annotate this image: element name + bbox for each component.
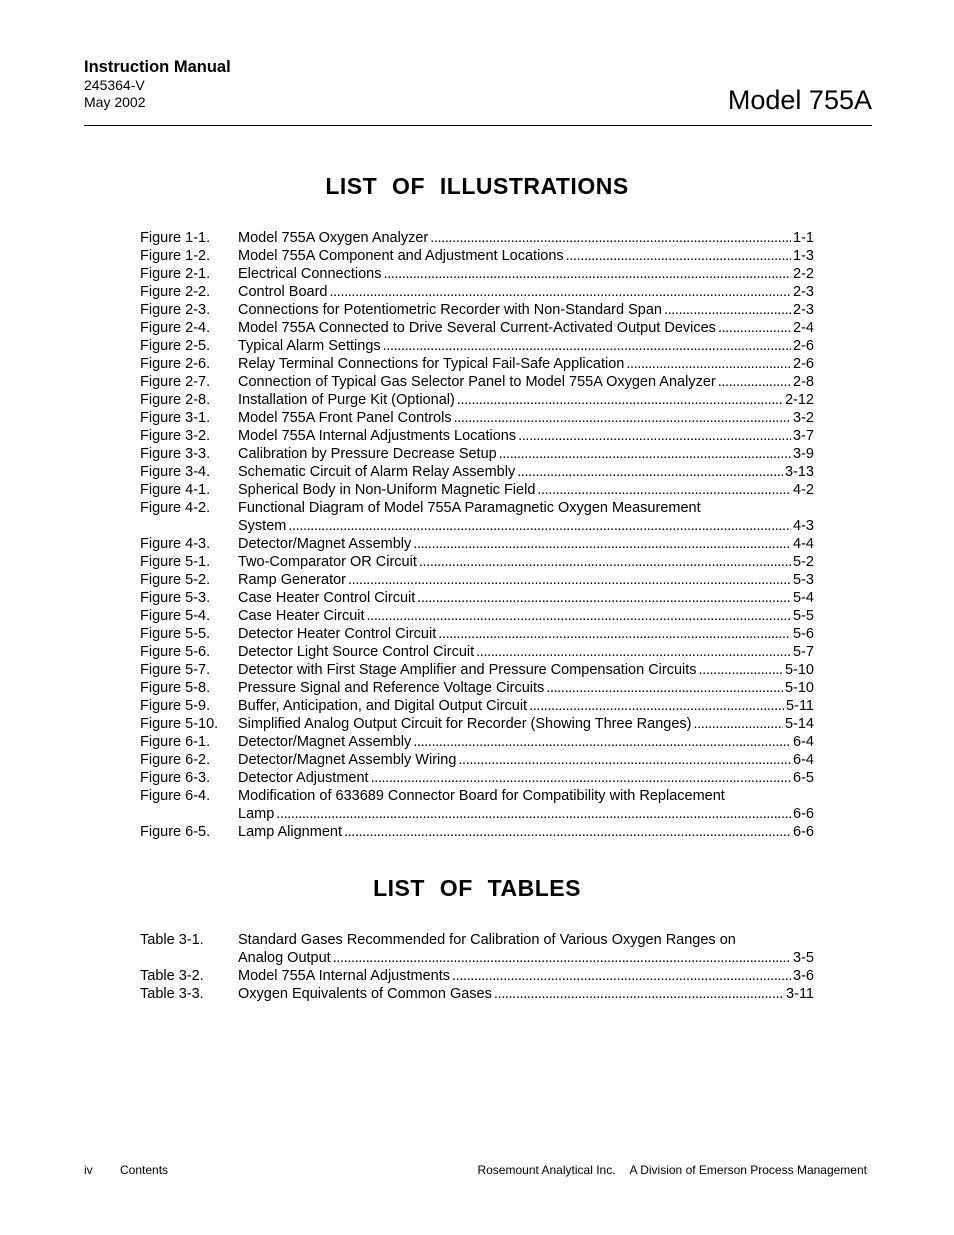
dot-leader <box>626 355 791 373</box>
toc-entry[interactable] <box>140 229 814 247</box>
toc-entry-label: Figure 5-8. <box>140 680 211 696</box>
toc-entry-title: Buffer, Anticipation, and Digital Output Circuit <box>238 698 528 714</box>
toc-entry-page: 5-2 <box>793 554 814 570</box>
dot-leader <box>458 751 791 769</box>
toc-entry-title-line <box>238 481 814 499</box>
toc-entry-title-line <box>238 679 814 697</box>
footer-company-name: Rosemount Analytical Inc. <box>477 1163 616 1177</box>
toc-entry-body <box>238 967 814 985</box>
toc-entry-body <box>238 391 814 409</box>
dot-leader <box>413 535 791 553</box>
toc-entry[interactable] <box>140 337 814 355</box>
tables-heading: LIST OF TABLES <box>373 875 581 901</box>
document-number: 245364-V <box>84 77 145 93</box>
toc-entry-label: Figure 6-4. <box>140 788 211 804</box>
toc-entry-title-line <box>238 607 814 625</box>
toc-entry[interactable] <box>140 427 814 445</box>
toc-entry-label: Figure 5-4. <box>140 608 211 624</box>
toc-entry-title-line <box>238 445 814 463</box>
toc-entry[interactable] <box>140 823 814 841</box>
dot-leader <box>413 733 791 751</box>
toc-entry-page: 2-6 <box>793 338 814 354</box>
toc-entry-title-line <box>238 985 814 1003</box>
toc-entry-page: 6-5 <box>793 770 814 786</box>
dot-leader <box>417 589 791 607</box>
toc-entry[interactable] <box>140 679 814 697</box>
toc-entry-label: Figure 3-3. <box>140 446 211 462</box>
toc-entry-body <box>238 301 814 319</box>
toc-entry-body <box>238 769 814 787</box>
dot-leader <box>699 661 783 679</box>
toc-entry-label: Figure 2-1. <box>140 266 211 282</box>
model-title: Model 755A <box>727 85 872 115</box>
toc-entry-body <box>238 571 814 589</box>
illustrations-list <box>140 229 814 841</box>
document-header <box>84 57 231 111</box>
toc-entry-label: Figure 5-5. <box>140 626 211 642</box>
toc-entry-title-line1: Standard Gases Recommended for Calibration of Various Oxygen Ranges on <box>238 932 736 948</box>
toc-entry-label: Figure 5-1. <box>140 554 211 570</box>
toc-entry-label: Figure 2-2. <box>140 284 211 300</box>
toc-entry[interactable] <box>140 697 814 715</box>
toc-entry-title-line <box>238 589 814 607</box>
toc-entry-body <box>238 481 814 499</box>
toc-entry-title-line <box>238 661 814 679</box>
footer-section: Contents <box>120 1163 169 1177</box>
toc-entry-title-line <box>238 769 814 787</box>
toc-entry-title: Pressure Signal and Reference Voltage Circuits <box>238 680 545 696</box>
toc-entry-page: 5-5 <box>793 608 814 624</box>
footer-company <box>477 1163 867 1178</box>
toc-entry-title: Control Board <box>238 284 328 300</box>
toc-entry-body <box>238 823 814 841</box>
toc-entry[interactable] <box>140 571 814 589</box>
toc-entry-title: Detector Light Source Control Circuit <box>238 644 475 660</box>
toc-entry[interactable] <box>140 535 814 553</box>
toc-entry-page: 5-14 <box>784 716 814 732</box>
dot-leader <box>438 625 791 643</box>
toc-entry-body <box>238 445 814 463</box>
toc-entry-page: 2-3 <box>793 302 814 318</box>
footer-division: A Division of Emerson Process Management <box>629 1163 867 1177</box>
dot-leader <box>430 229 791 247</box>
toc-entry-title-line <box>238 373 814 391</box>
toc-entry-title: Installation of Purge Kit (Optional) <box>238 392 455 408</box>
toc-entry-title-line <box>238 265 814 283</box>
toc-entry[interactable] <box>140 715 814 733</box>
toc-entry[interactable] <box>140 373 814 391</box>
toc-entry-title-line <box>238 751 814 769</box>
toc-entry-body <box>238 715 814 733</box>
toc-entry[interactable] <box>140 499 814 535</box>
dot-leader <box>333 949 791 967</box>
toc-entry-body <box>238 427 814 445</box>
toc-entry-title: Model 755A Internal Adjustments <box>238 968 450 984</box>
toc-entry-title-line <box>238 949 814 967</box>
toc-entry-label: Figure 2-6. <box>140 356 211 372</box>
dot-leader <box>383 265 791 283</box>
toc-entry-label: Figure 1-1. <box>140 230 211 246</box>
toc-entry-label: Figure 5-2. <box>140 572 211 588</box>
toc-entry-title: Detector Adjustment <box>238 770 369 786</box>
dot-leader <box>329 283 791 301</box>
toc-entry[interactable] <box>140 967 814 985</box>
toc-entry-body <box>238 751 814 769</box>
toc-entry-title: Connection of Typical Gas Selector Panel to Model 755A Oxygen Analyzer <box>238 374 716 390</box>
dot-leader <box>494 985 784 1003</box>
toc-entry-label: Figure 4-3. <box>140 536 211 552</box>
toc-entry-page: 6-4 <box>793 752 814 768</box>
header-divider <box>84 125 872 126</box>
toc-entry-label: Figure 6-1. <box>140 734 211 750</box>
toc-entry-title: Detector/Magnet Assembly <box>238 536 412 552</box>
dot-leader <box>452 967 791 985</box>
toc-entry-title-line <box>238 625 814 643</box>
toc-entry-label: Figure 5-3. <box>140 590 211 606</box>
toc-entry-title-line <box>238 247 814 265</box>
dot-leader <box>566 247 791 265</box>
toc-entry-title: Spherical Body in Non-Uniform Magnetic Field <box>238 482 536 498</box>
toc-entry-body <box>238 589 814 607</box>
toc-entry-body <box>238 787 814 823</box>
toc-entry-title: Case Heater Control Circuit <box>238 590 416 606</box>
toc-entry-label: Figure 2-4. <box>140 320 211 336</box>
toc-entry-title: Detector/Magnet Assembly <box>238 734 412 750</box>
toc-entry-title-line <box>238 229 814 247</box>
dot-leader <box>518 427 791 445</box>
toc-entry-title-line <box>238 643 814 661</box>
toc-entry[interactable] <box>140 661 814 679</box>
dot-leader <box>344 823 791 841</box>
toc-entry[interactable] <box>140 733 814 751</box>
toc-entry-label: Figure 2-8. <box>140 392 211 408</box>
toc-entry-label: Figure 2-3. <box>140 302 211 318</box>
dot-leader <box>454 409 791 427</box>
toc-entry-label: Figure 5-10. <box>140 716 219 732</box>
toc-entry-body <box>238 733 814 751</box>
toc-entry-title-line1: Modification of 633689 Connector Board for Compatibility with Replacement <box>238 788 725 804</box>
dot-leader <box>529 697 784 715</box>
toc-entry-page: 5-7 <box>793 644 814 660</box>
toc-entry-label: Figure 2-7. <box>140 374 211 390</box>
toc-entry-title: Model 755A Front Panel Controls <box>238 410 452 426</box>
toc-entry-label: Table 3-1. <box>140 932 204 948</box>
dot-leader <box>537 481 791 499</box>
dot-leader <box>718 373 791 391</box>
toc-entry-body <box>238 409 814 427</box>
toc-entry[interactable] <box>140 283 814 301</box>
toc-entry-title: Calibration by Pressure Decrease Setup <box>238 446 497 462</box>
toc-entry-title: Lamp Alignment <box>238 824 342 840</box>
toc-entry-title-line <box>238 355 814 373</box>
toc-entry-title: Model 755A Internal Adjustments Locations <box>238 428 517 444</box>
dot-leader <box>517 463 783 481</box>
toc-entry-title: System <box>238 518 287 534</box>
toc-entry-page: 2-6 <box>793 356 814 372</box>
toc-entry[interactable] <box>140 625 814 643</box>
toc-entry-page: 5-3 <box>793 572 814 588</box>
dot-leader <box>718 319 791 337</box>
toc-entry-title: Typical Alarm Settings <box>238 338 381 354</box>
dot-leader <box>288 517 791 535</box>
dot-leader <box>546 679 783 697</box>
publication-date: May 2002 <box>84 94 146 110</box>
toc-entry-title-line <box>238 517 814 535</box>
toc-entry-label: Figure 3-1. <box>140 410 211 426</box>
toc-entry[interactable] <box>140 409 814 427</box>
toc-entry-title: Simplified Analog Output Circuit for Recorder (Showing Three Ranges) <box>238 716 692 732</box>
toc-entry-title: Schematic Circuit of Alarm Relay Assembly <box>238 464 516 480</box>
toc-entry-label: Table 3-3. <box>140 986 204 1002</box>
toc-entry[interactable] <box>140 931 814 967</box>
toc-entry-label: Figure 6-2. <box>140 752 211 768</box>
toc-entry-page: 3-7 <box>793 428 814 444</box>
toc-entry-page: 3-6 <box>793 968 814 984</box>
toc-entry-label: Figure 3-2. <box>140 428 211 444</box>
toc-entry[interactable] <box>140 463 814 481</box>
toc-entry-page: 1-1 <box>793 230 814 246</box>
toc-entry-body <box>238 337 814 355</box>
toc-entry-title-line <box>238 553 814 571</box>
toc-entry-body <box>238 607 814 625</box>
dot-leader <box>276 805 791 823</box>
toc-entry-title-line <box>238 391 814 409</box>
tables-list <box>140 931 814 1003</box>
toc-entry[interactable] <box>140 319 814 337</box>
dot-leader <box>499 445 791 463</box>
toc-entry-label: Figure 2-5. <box>140 338 211 354</box>
toc-entry-title-line <box>238 463 814 481</box>
toc-entry[interactable] <box>140 355 814 373</box>
toc-entry-title: Relay Terminal Connections for Typical Fail-Safe Application <box>238 356 625 372</box>
toc-entry[interactable] <box>140 247 814 265</box>
toc-entry-page: 5-10 <box>784 680 814 696</box>
toc-entry-title: Ramp Generator <box>238 572 346 588</box>
manual-title: Instruction Manual <box>84 58 231 76</box>
toc-entry-title-line <box>238 427 814 445</box>
toc-entry[interactable] <box>140 301 814 319</box>
toc-entry-title: Lamp <box>238 806 275 822</box>
toc-entry-title: Two-Comparator OR Circuit <box>238 554 417 570</box>
toc-entry-body <box>238 697 814 715</box>
toc-entry-page: 3-2 <box>793 410 814 426</box>
toc-entry[interactable] <box>140 445 814 463</box>
toc-entry-body <box>238 625 814 643</box>
toc-entry-page: 3-13 <box>784 464 814 480</box>
toc-entry-title-line <box>238 301 814 319</box>
toc-entry-title-line <box>238 967 814 985</box>
dot-leader <box>457 391 783 409</box>
toc-entry-title-line <box>238 283 814 301</box>
illustrations-heading: LIST OF ILLUSTRATIONS <box>325 173 629 199</box>
toc-entry-label: Figure 4-2. <box>140 500 211 516</box>
toc-entry-label: Figure 5-7. <box>140 662 211 678</box>
toc-entry-page: 2-8 <box>793 374 814 390</box>
toc-entry-page: 2-3 <box>793 284 814 300</box>
toc-entry-title: Model 755A Connected to Drive Several Current-Activated Output Devices <box>238 320 716 336</box>
toc-entry-label: Figure 3-4. <box>140 464 211 480</box>
toc-entry[interactable] <box>140 553 814 571</box>
toc-entry-page: 1-3 <box>793 248 814 264</box>
toc-entry-page: 6-6 <box>793 806 814 822</box>
toc-entry-page: 5-4 <box>793 590 814 606</box>
toc-entry-page: 2-12 <box>784 392 814 408</box>
dot-leader <box>419 553 791 571</box>
toc-entry-label: Table 3-2. <box>140 968 204 984</box>
toc-entry-body <box>238 679 814 697</box>
toc-entry-body <box>238 319 814 337</box>
toc-entry-title: Model 755A Oxygen Analyzer <box>238 230 429 246</box>
toc-entry[interactable] <box>140 391 814 409</box>
toc-entry-title-line <box>238 535 814 553</box>
dot-leader <box>693 715 782 733</box>
toc-entry-page: 5-11 <box>786 698 814 714</box>
toc-entry-page: 3-9 <box>793 446 814 462</box>
toc-entry-title-line <box>238 409 814 427</box>
toc-entry-page: 6-4 <box>793 734 814 750</box>
toc-entry-title-line <box>238 805 814 823</box>
toc-entry-body <box>238 229 814 247</box>
toc-entry[interactable] <box>140 985 814 1003</box>
toc-entry-title-line1: Functional Diagram of Model 755A Paramagnetic Oxygen Measurement <box>238 500 701 516</box>
toc-entry-title-line <box>238 571 814 589</box>
toc-entry[interactable] <box>140 751 814 769</box>
toc-entry-body <box>238 247 814 265</box>
toc-entry-title: Connections for Potentiometric Recorder with Non-Standard Span <box>238 302 662 318</box>
toc-entry-body <box>238 355 814 373</box>
toc-entry-body <box>238 661 814 679</box>
dot-leader <box>367 607 792 625</box>
toc-entry-title-line <box>238 319 814 337</box>
toc-entry-page: 4-2 <box>793 482 814 498</box>
toc-entry-label: Figure 6-3. <box>140 770 211 786</box>
toc-entry-title: Electrical Connections <box>238 266 382 282</box>
toc-entry[interactable] <box>140 607 814 625</box>
toc-entry-title: Case Heater Circuit <box>238 608 365 624</box>
toc-entry-body <box>238 283 814 301</box>
toc-entry-title-line <box>238 715 814 733</box>
toc-entry-title: Model 755A Component and Adjustment Locations <box>238 248 564 264</box>
toc-entry-label: Figure 6-5. <box>140 824 211 840</box>
dot-leader <box>348 571 791 589</box>
footer-page-number: iv <box>84 1163 93 1177</box>
toc-entry-body <box>238 553 814 571</box>
toc-entry-label: Figure 4-1. <box>140 482 211 498</box>
toc-entry-body <box>238 931 814 967</box>
toc-entry-title-line <box>238 697 814 715</box>
toc-entry-page: 6-6 <box>793 824 814 840</box>
toc-entry-title-line <box>238 337 814 355</box>
toc-entry-title: Detector with First Stage Amplifier and Pressure Compensation Circuits <box>238 662 697 678</box>
toc-entry-page: 2-2 <box>793 266 814 282</box>
toc-entry-page: 2-4 <box>793 320 814 336</box>
toc-entry-title: Analog Output <box>238 950 331 966</box>
toc-entry-body <box>238 535 814 553</box>
toc-entry-title: Detector Heater Control Circuit <box>238 626 437 642</box>
toc-entry-title-line <box>238 823 814 841</box>
toc-entry-label: Figure 5-9. <box>140 698 211 714</box>
toc-entry-title-line <box>238 733 814 751</box>
dot-leader <box>664 301 791 319</box>
toc-entry[interactable] <box>140 589 814 607</box>
toc-entry-title: Oxygen Equivalents of Common Gases <box>238 986 492 1002</box>
toc-entry[interactable] <box>140 643 814 661</box>
dot-leader <box>371 769 791 787</box>
toc-entry-page: 4-3 <box>793 518 814 534</box>
toc-entry[interactable] <box>140 265 814 283</box>
toc-entry-page: 5-6 <box>793 626 814 642</box>
toc-entry[interactable] <box>140 769 814 787</box>
toc-entry-page: 3-11 <box>786 986 814 1002</box>
toc-entry[interactable] <box>140 481 814 499</box>
toc-entry-body <box>238 265 814 283</box>
toc-entry-body <box>238 373 814 391</box>
toc-entry-page: 5-10 <box>784 662 814 678</box>
toc-entry-label: Figure 5-6. <box>140 644 211 660</box>
toc-entry-label: Figure 1-2. <box>140 248 211 264</box>
toc-entry-body <box>238 463 814 481</box>
dot-leader <box>383 337 791 355</box>
toc-entry-page: 3-5 <box>793 950 814 966</box>
toc-entry-body <box>238 643 814 661</box>
dot-leader <box>476 643 791 661</box>
toc-entry-title: Detector/Magnet Assembly Wiring <box>238 752 457 768</box>
toc-entry-body <box>238 985 814 1003</box>
toc-entry-body <box>238 499 814 535</box>
toc-entry-page: 4-4 <box>793 536 814 552</box>
toc-entry[interactable] <box>140 787 814 823</box>
